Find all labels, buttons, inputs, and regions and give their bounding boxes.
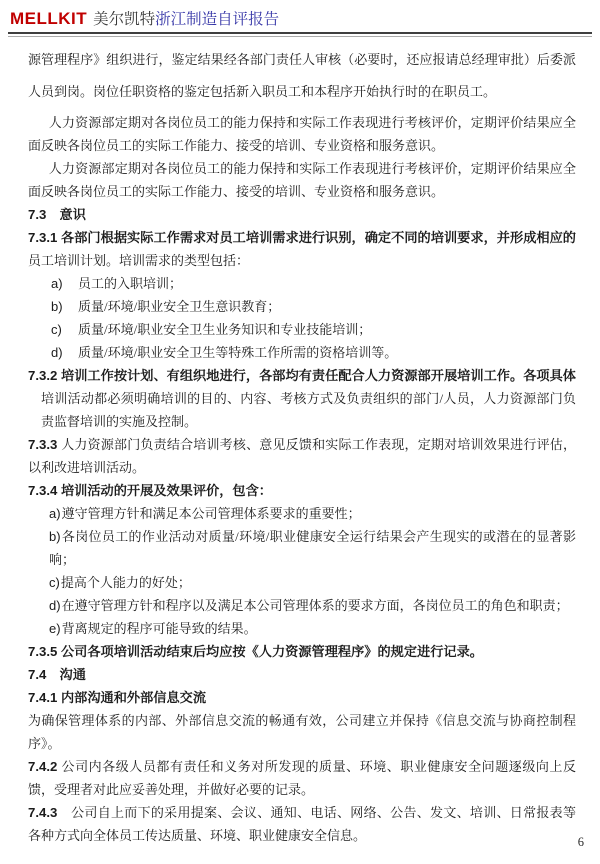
list-marker: e): [49, 621, 61, 636]
list-marker: b): [49, 529, 61, 544]
list-marker: a): [49, 506, 61, 521]
sublist-item-c: [49, 571, 576, 594]
bold-text-run: 7.3.2 培训工作按计划、有组织地进行，各部均有责任配合人力资源部开展培训工作。各项具体: [28, 368, 576, 383]
heading-7-3-4: [28, 479, 576, 502]
paragraph-7-3-2: [28, 364, 576, 433]
bold-text-run: 7.3.1 各部门根据实际工作需求对员工培训需求进行识别，确定不同的培训要求，并形成相应的: [28, 230, 576, 245]
list-marker: c): [51, 322, 62, 337]
list-marker: d): [51, 345, 63, 360]
list-marker: d): [49, 598, 61, 613]
sublist-item-e: [49, 617, 576, 640]
sublist-item-a: [49, 502, 576, 525]
page-header: [0, 0, 600, 29]
paragraph-7-4-1-body: [28, 709, 576, 755]
report-title-company: 美尔凯特: [93, 11, 156, 28]
text-run: 人力资源部定期对各岗位员工的能力保持和实际工作表现进行考核评价，定期评价结果应全面反映各岗位员工的实际工作能力、接受的培训、专业资格和服务意识。: [28, 161, 576, 199]
list-item-d: [51, 341, 576, 364]
brand-logo-text: MELLKIT: [10, 9, 88, 28]
bold-text-run: 7.3.3: [28, 437, 62, 452]
text-run: 各岗位员工的作业活动对质量/环境/职业健康安全运行结果会产生现实的或潜在的显著影响；: [49, 529, 576, 567]
text-run: 员工的入职培训；: [78, 276, 183, 291]
list-marker: c): [49, 575, 60, 590]
paragraph-7-4-2: [28, 755, 576, 801]
list-marker: b): [51, 299, 63, 314]
text-run: 培训活动都必须明确培训的目的、内容、考核方式及负责组织的部门/人员，人力资源部门负责监督培训的实施及控制。: [41, 391, 576, 429]
paragraph-7-3-5: [28, 640, 576, 663]
text-run: 质量/环境/职业安全卫生等特殊工作所需的资格培训等。: [78, 345, 398, 360]
text-run: 源管理程序》组织进行，鉴定结果经各部门责任人审核（必要时，还应报请总经理审批）后委派人员到岗。岗位任职资格的鉴定包括新入职员工和本程序开始执行时的在职员工。: [28, 52, 576, 99]
report-title-name: 浙江制造自评报告: [155, 11, 280, 28]
paragraph-hr-evaluation-1: [28, 111, 576, 157]
paragraph-hr-evaluation-2: [28, 157, 576, 203]
text-run: 提高个人能力的好处；: [60, 575, 191, 590]
sublist-item-d: [49, 594, 576, 617]
heading-7-4-1: [28, 686, 576, 709]
paragraph-7-4-3: [28, 801, 576, 847]
bold-text-run: 7.3.5 公司各项培训活动结束后均应按《人力资源管理程序》的规定进行记录。: [28, 644, 483, 659]
bold-text-run: 7.4.1 内部沟通和外部信息交流: [28, 690, 207, 705]
text-run: 公司内各级人员都有责任和义务对所发现的质量、环境、职业健康安全问题逐级向上反馈，受理者对此应妥善处理，并做好必要的记录。: [28, 759, 576, 797]
text-run: 背离规定的程序可能导致的结果。: [61, 621, 257, 636]
paragraph-7-3-3: [28, 433, 576, 479]
heading-7-4: [28, 663, 576, 686]
bold-text-run: 7.4.2: [28, 759, 62, 774]
paragraph-continued: [28, 44, 576, 108]
text-run: 人力资源部定期对各岗位员工的能力保持和实际工作表现进行考核评价，定期评价结果应全面反映各岗位员工的实际工作能力、接受的培训、专业资格和服务意识。: [28, 115, 576, 153]
bold-text-run: 7.3 意识: [28, 207, 86, 222]
page-number: 6: [577, 835, 584, 849]
bold-text-run: 7.4.3: [28, 805, 72, 820]
header-divider-rule: [8, 32, 592, 37]
bold-text-run: 7.3.4 培训活动的开展及效果评价，包含：: [28, 483, 272, 498]
text-run: 质量/环境/职业安全卫生意识教育；: [78, 299, 281, 314]
text-run: 人力资源部门负责结合培训考核、意见反馈和实际工作表现，定期对培训效果进行评估，以利改进培训活动。: [28, 437, 576, 475]
text-run: 为确保管理体系的内部、外部信息交流的畅通有效，公司建立并保持《信息交流与协商控制程序》。: [28, 713, 576, 751]
text-run: 公司自上而下的采用提案、会议、通知、电话、网络、公告、发文、培训、日常报表等各种方式向全体员工传达质量、环境、职业健康安全信息。: [28, 805, 576, 843]
list-item-a: [51, 272, 576, 295]
list-item-b: [51, 295, 576, 318]
heading-7-3: [28, 203, 576, 226]
text-run: 员工培训计划。培训需求的类型包括：: [28, 253, 250, 268]
bold-text-run: 7.4 沟通: [28, 667, 86, 682]
document-body: [28, 44, 576, 847]
list-item-c: [51, 318, 576, 341]
sublist-item-b: [49, 525, 576, 571]
list-marker: a): [51, 276, 63, 291]
text-run: 遵守管理方针和满足本公司管理体系要求的重要性；: [61, 506, 361, 521]
paragraph-7-3-1: [28, 226, 576, 272]
text-run: 在遵守管理方针和程序以及满足本公司管理体系的要求方面，各岗位员工的角色和职责；: [61, 598, 569, 613]
text-run: 质量/环境/职业安全卫生业务知识和专业技能培训；: [78, 322, 372, 337]
